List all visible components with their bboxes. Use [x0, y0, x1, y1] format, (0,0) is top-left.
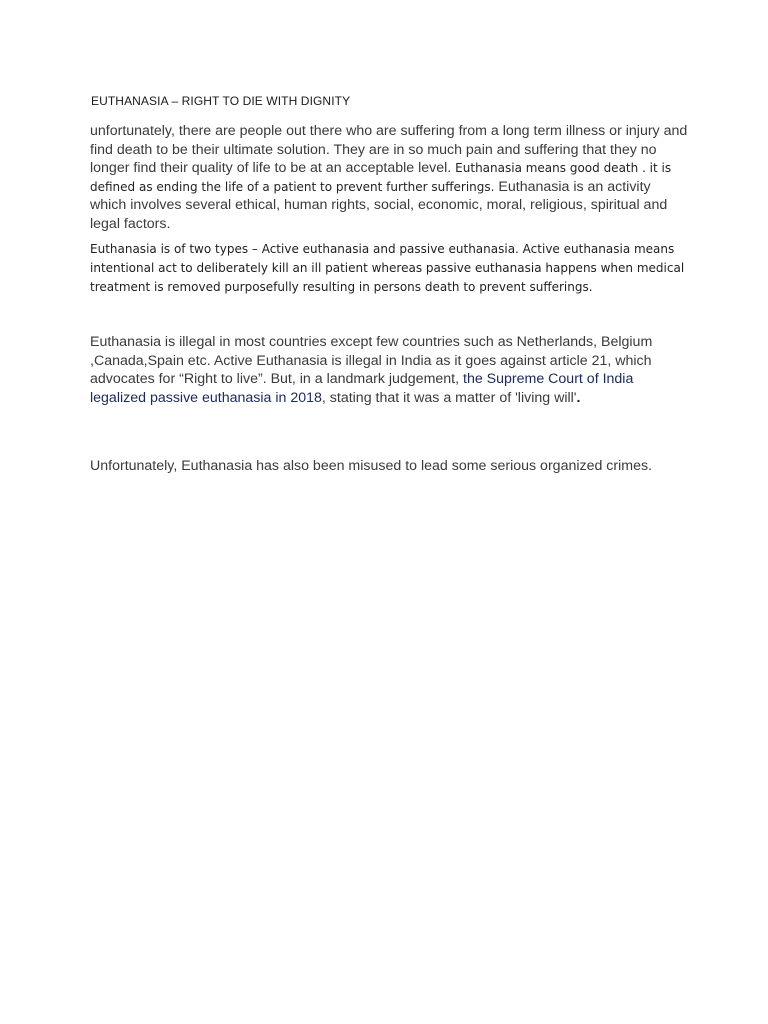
legality-text-b: , stating that it was a matter of 'living will' — [321, 389, 577, 406]
paragraph-legality — [90, 333, 690, 407]
intro-text-definition: Euthanasia means good death . it is defined as ending the life of a patient to prevent further sufferings. — [90, 161, 672, 194]
supreme-court-link[interactable]: the Supreme Court of India legalized passive euthanasia in 2018 — [90, 371, 634, 406]
paragraph-misuse: Unfortunately, Euthanasia has also been misused to lead some serious organized crimes. — [90, 458, 653, 474]
paragraph-types: Euthanasia is of two types – Active euthanasia and passive euthanasia. Active euthanasia means intentional act to deliberately kill an ill patient whereas passive euthanasia happens when medical treatment is removed purposefully resulting in persons death to prevent sufferings. — [90, 242, 685, 294]
intro-text-c: Euthanasia is an activity which involves several ethical, human rights, social, economic, moral, religious, spiritual and legal factors. — [90, 178, 668, 232]
legality-text-c: . — [576, 389, 581, 406]
document-title: EUTHANASIA – RIGHT TO DIE WITH DIGNITY — [91, 94, 351, 108]
legality-text-a: Euthanasia is illegal in most countries except few countries such as Netherlands, Belgium ,Canada,Spain etc. Active Euthanasia is illegal in India as it goes against article 21, which advocates for “Right to live”. But, in a landmark judgement, — [90, 334, 653, 387]
paragraph-intro — [90, 122, 690, 234]
intro-text-a: unfortunately, there are people out there who are suffering from a long term illness or injury and find death to be their ultimate solution. They are in so much pain and suffering that they no longer find their quality of life to be at an acceptable level. — [90, 123, 688, 177]
